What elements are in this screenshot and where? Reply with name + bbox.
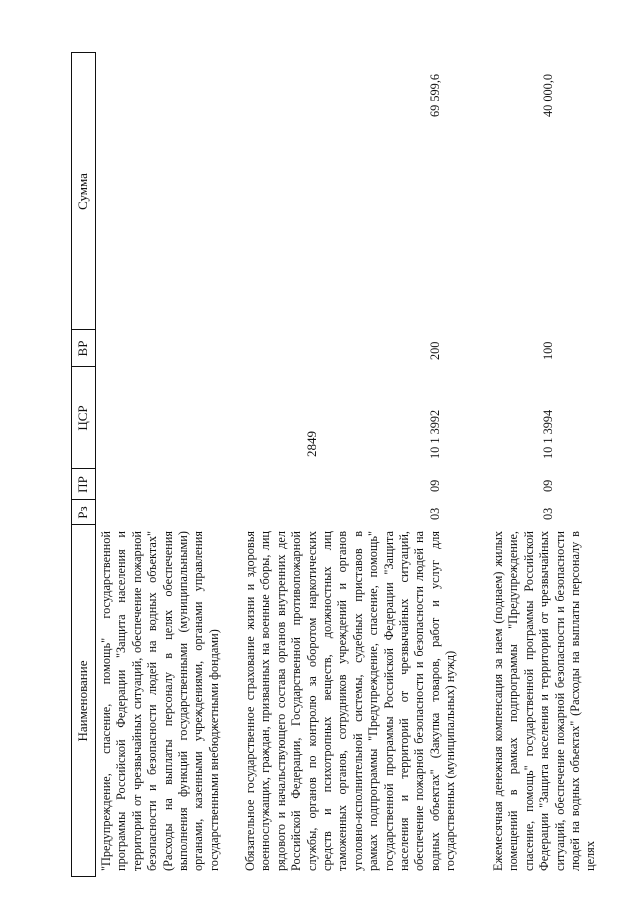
row-2-sum: 69 599,6: [428, 73, 442, 117]
row-3-vr: 100: [541, 341, 555, 360]
row-3-rz: 03: [541, 507, 555, 520]
row-2-vr: 200: [428, 341, 442, 360]
row-3-name: Ежемесячная денежная компенсация за наем (поднаем) жилых помещений в рамках подпрограммы "Предупреждение, спасение, помощь" государственной программы Российской Федерации "Защита населения и территорий от чрезвычайных ситуаций, обеспечение пожарной безопасности и безопасности людей на водных объектах" (Расходы на выплаты персоналу в целях: [491, 531, 598, 871]
row-2-name: Обязательное государственное страхование жизни и здоровья военнослужащих, граждан, призванных на военные сборы, лиц рядового и начальствующего состава органов внутренних дел Российской Федерации, Государственной противопожарной службы, органов по контролю за оборотом наркотических средств и психотропных веществ, должностных лиц таможенных органов, сотрудников учреждений и органов уголовно-исполнительной системы, судебных приставов в рамках подпрограммы "Предупреждение, спасение, помощь" государственной программы Российской Федерации "Защита населения и территорий от чрезвычайных ситуаций, обеспечение пожарной безопасности и безопасности людей на водных объектах" (Закупка товаров, работ и услуг для государственных (муниципальных) нужд): [243, 531, 458, 871]
row-1-name: "Предупреждение, спасение, помощь" государственной программы Российской Федерации "Защита населения и территорий от чрезвычайных ситуаций, обеспечение пожарной безопасности и безопасности людей на водных объектах" (Расходы на выплаты персоналу в целях обеспечения выполнения функций государственными (муниципальными) органами, казенными учреждениями, органами управления государственными внебюджетными фондами): [99, 531, 221, 871]
row-3-sum: 40 000,0: [541, 73, 555, 117]
header-sum: Сумма: [75, 173, 90, 210]
header-name: Наименование: [75, 660, 90, 742]
row-3-pr: 09: [541, 479, 555, 492]
page-number: 2849: [304, 431, 319, 457]
header-vr: ВР: [75, 340, 90, 357]
row-2-csr: 10 1 3992: [428, 409, 442, 459]
row-3-csr: 10 1 3994: [541, 409, 555, 459]
table-top-border: [71, 52, 72, 877]
header-bottom-rule: [95, 52, 96, 877]
row-2-pr: 09: [428, 479, 442, 492]
row-2-rz: 03: [428, 507, 442, 520]
header-rz: Рз: [75, 506, 90, 519]
header-pr: ПР: [75, 476, 90, 493]
header-csr: ЦСР: [75, 405, 90, 431]
budget-table: [71, 52, 598, 877]
